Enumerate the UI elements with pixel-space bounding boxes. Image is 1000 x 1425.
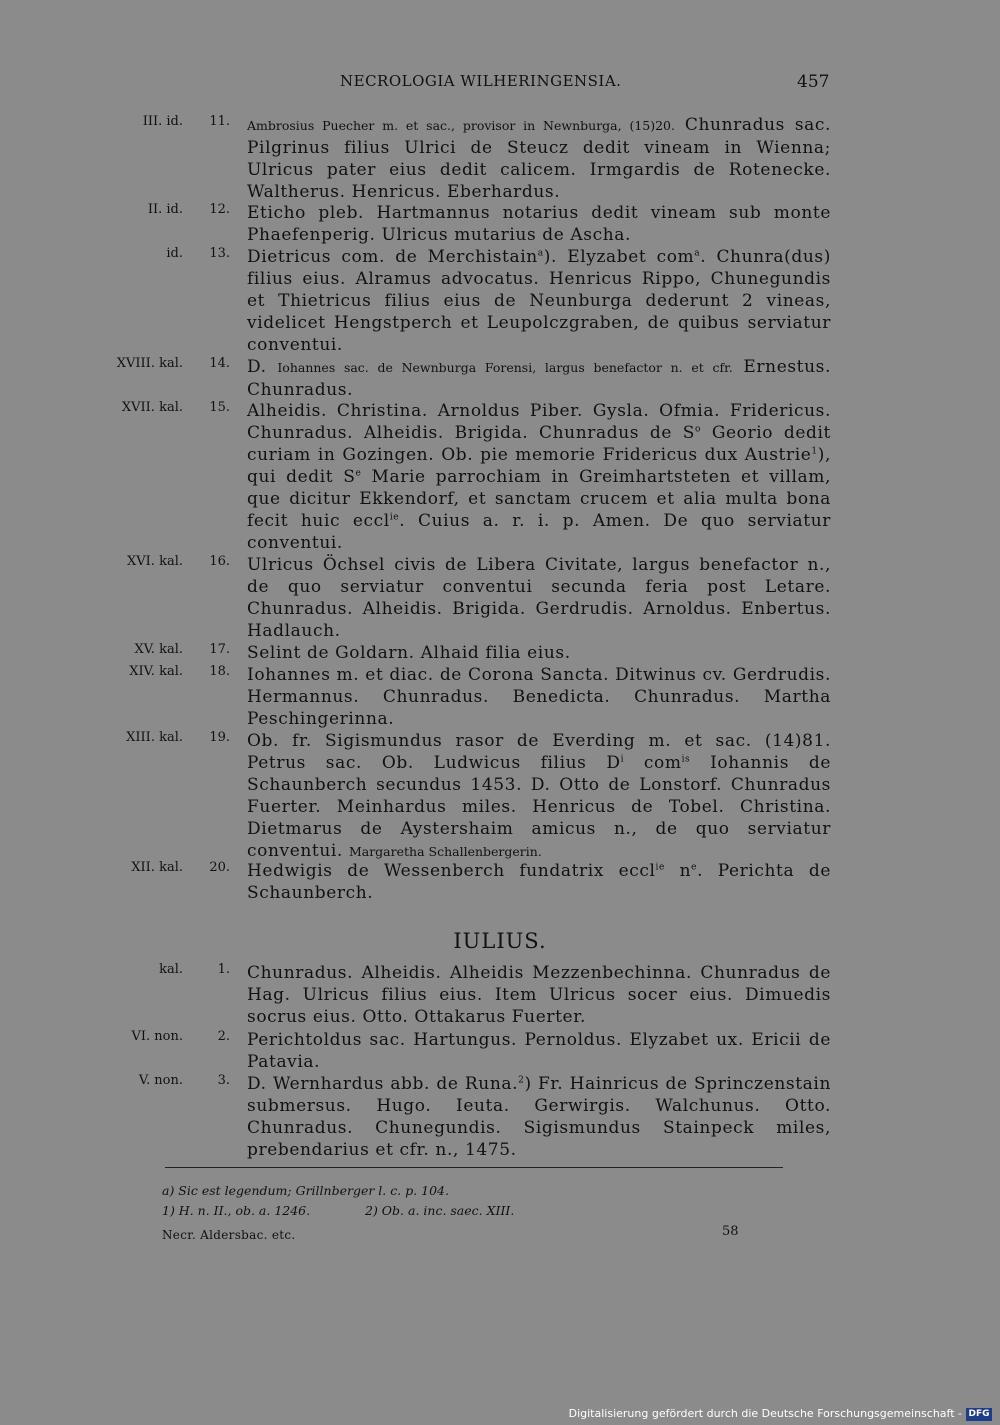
entry-day: 18.: [209, 664, 230, 679]
entry-text: Ulricus Öchsel civis de Libera Civitate, largus benefactor n., de quo serviatur conventui secunda feria post Letare. Chunradus. Alheidis. Brigida. Gerdrudis. Arnoldus. Enbertus. Hadlauch.: [247, 555, 831, 641]
entry-text: D. Wernhardus abb. de Runa.$^2$) Fr. Hainricus de Sprinczenstain submersus. Hugo. Ieuta. Gerwirgis. Walchunus. Otto. Chunradus. Chunegundis. Sigismundus Stainpeck miles, prebendarius et cfr. n., 1475.: [247, 1074, 832, 1160]
entry-date: XII. kal.: [131, 860, 183, 875]
entry-text: D. Iohannes sac. de Newnburga Forensi, largus benefactor n. et cfr. Ernestus. Chunradus.: [247, 357, 831, 400]
month-heading: IULIUS.: [453, 929, 547, 953]
entry-text: Perichtoldus sac. Hartungus. Pernoldus. Elyzabet ux. Ericii de Patavia.: [247, 1030, 831, 1072]
entry-date: kal.: [159, 962, 183, 977]
entry-day: 20.: [209, 860, 230, 875]
entry-day: 16.: [209, 554, 230, 569]
entry-date: XIV. kal.: [129, 664, 183, 679]
entry-day: 11.: [209, 114, 230, 129]
entry-date: III. id.: [142, 114, 183, 129]
entry-text: Selint de Goldarn. Alhaid filia eius.: [247, 643, 571, 663]
footnote-a: a) Sic est legendum; Grillnberger l. c. p. 104.: [162, 1183, 449, 1198]
entry-day: 3.: [217, 1073, 230, 1088]
entry-day: 13.: [209, 246, 230, 261]
page-header: [0, 72, 1000, 98]
entry-day: 1.: [217, 962, 230, 977]
entry-date: XVII. kal.: [121, 400, 183, 415]
entry-date: XV. kal.: [134, 642, 183, 657]
entry-date: II. id.: [147, 202, 183, 217]
entry-date: XVI. kal.: [127, 554, 183, 569]
page-number: 457: [797, 72, 830, 92]
funding-text: Digitalisierung gefördert durch die Deutsche Forschungsgemeinschaft -: [568, 1407, 962, 1420]
entry-date: XVIII. kal.: [116, 356, 183, 371]
entry-text: Alheidis. Christina. Arnoldus Piber. Gysla. Ofmia. Fridericus. Chunradus. Alheidis. Brigida. Chunradus de $S^o$ Georio dedit curiam in Gozingen. Ob. pie memorie Fridericus dux Austrie$^1$), qui dedit $S^e$ Marie parrochiam in Greimhartsteten et villam, que dicitur Ekkendorf, et sanctam crucem et alia multa bona fecit huic eccl$^{ie}$. Cuius a. r. i. p. Amen. De quo serviatur conventui.: [247, 401, 831, 553]
funding-banner: [568, 1407, 1000, 1423]
entry-day: 19.: [209, 730, 230, 745]
entry-text: Eticho pleb. Hartmannus notarius dedit vineam sub monte Phaefenperig. Ulricus mutarius de Ascha.: [247, 203, 831, 245]
entry-text: Ob. fr. Sigismundus rasor de Everding m. et sac. (14)81. Petrus sac. Ob. Ludwicus filius $D^i$ com$^{is}$ Iohannis de Schaunberch secundus 1453. D. Otto de Lonstorf. Chunradus Fuerter. Meinhardus miles. Henricus de Tobel. Christina. Dietmarus de Aystershaim amicus n., de quo serviatur conventui. Margaretha Schallenbergerin.: [247, 731, 831, 861]
sheet-number: 58: [722, 1224, 739, 1239]
entry-day: 2.: [217, 1029, 230, 1044]
entry-date: VI. non.: [131, 1029, 183, 1044]
entry-date: V. non.: [138, 1073, 183, 1088]
running-title: NECROLOGIA WILHERINGENSIA.: [340, 72, 622, 90]
footnote-2: 2) Ob. a. inc. saec. XIII.: [365, 1203, 515, 1218]
entry-text: Hedwigis de Wessenberch fundatrix eccl$^{ie}$ $n^e$. Perichta de Schaunberch.: [247, 861, 831, 903]
printer-signature: Necr. Aldersbac. etc.: [162, 1228, 296, 1242]
entry-day: 15.: [209, 400, 230, 415]
footnote-rule: [165, 1167, 783, 1168]
entry-text: Chunradus. Alheidis. Alheidis Mezzenbechinna. Chunradus de Hag. Ulricus filius eius. Item Ulricus socer eius. Dimuedis socrus eius. Otto. Ottakarus Fuerter.: [247, 963, 831, 1027]
dfg-logo-icon: DFG: [966, 1408, 992, 1421]
entry-day: 14.: [209, 356, 230, 371]
entry-text: Dietricus com. de Merchistain$^a$). Elyzabet com$^a$. Chunra(dus) filius eius. Alramus advocatus. Henricus Rippo, Chunegundis et Thietricus filius eius de Neunburga dederunt 2 vineas, videlicet Hengstperch et Leupolczgraben, de quibus serviatur conventui.: [247, 247, 831, 355]
entry-day: 12.: [209, 202, 230, 217]
entry-date: id.: [166, 246, 183, 261]
footnote-1: 1) H. n. II., ob. a. 1246.: [162, 1203, 311, 1218]
entry-day: 17.: [209, 642, 230, 657]
entry-text: Ambrosius Puecher m. et sac., provisor in Newnburga, (15)20. Chunradus sac. Pilgrinus filius Ulrici de Steucz dedit vineam in Wienna; Ulricus pater eius dedit calicem. Irmgardis de Rotenecke. Waltherus. Henricus. Eberhardus.: [247, 115, 832, 202]
entry-text: Iohannes m. et diac. de Corona Sancta. Ditwinus cv. Gerdrudis. Hermannus. Chunradus. Benedicta. Chunradus. Martha Peschingerinna.: [247, 665, 831, 729]
entry-date: XIII. kal.: [126, 730, 183, 745]
